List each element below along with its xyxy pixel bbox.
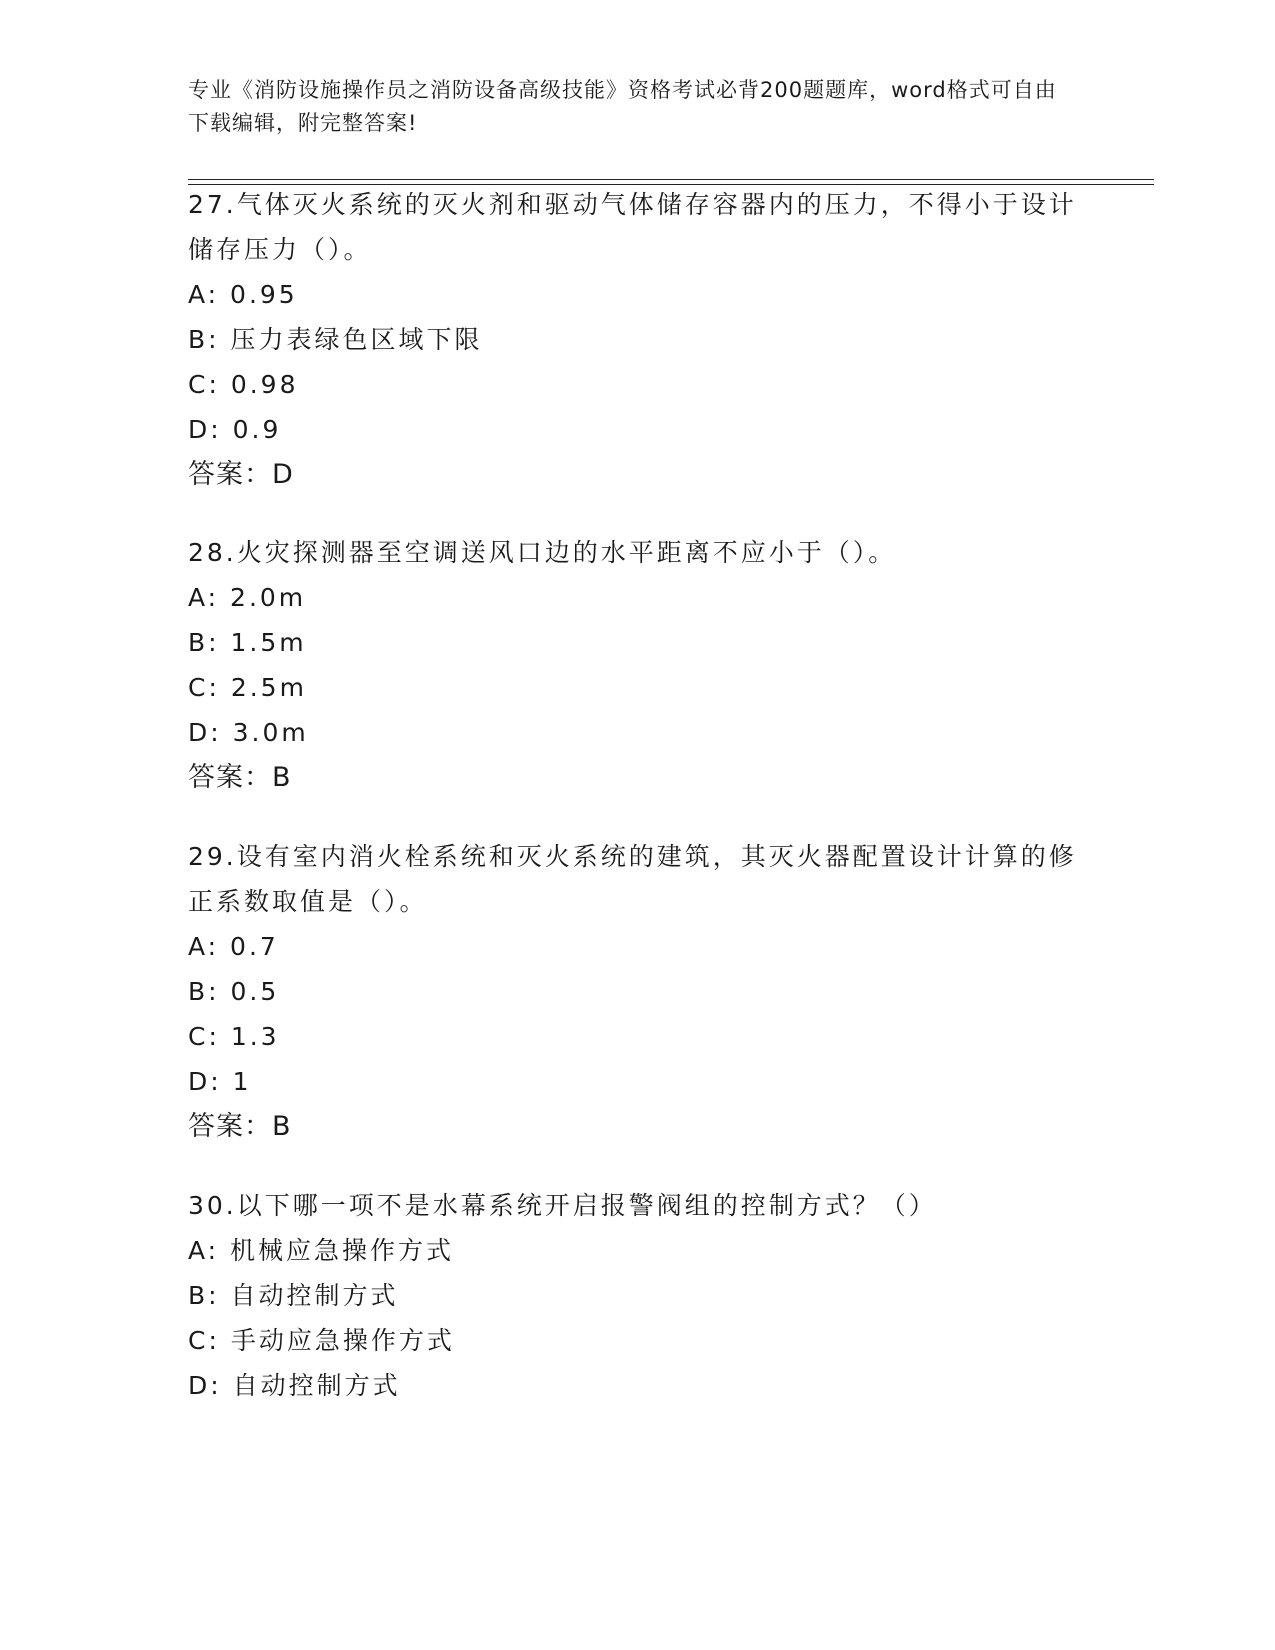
question-stem: 27.气体灭火系统的灭火剂和驱动气体储存容器内的压力，不得小于设计储存压力（）。 bbox=[188, 190, 1077, 264]
option-a: A: 0.95 bbox=[188, 280, 298, 309]
option-a: A: 2.0m bbox=[188, 583, 307, 612]
header-divider-top bbox=[188, 179, 1154, 180]
option-d: D: 0.9 bbox=[188, 415, 282, 444]
question-28 bbox=[188, 530, 1088, 800]
option-b: B: 自动控制方式 bbox=[188, 1281, 399, 1310]
answer: 答案：B bbox=[188, 762, 292, 793]
answer: 答案：B bbox=[188, 1111, 292, 1142]
question-stem: 28.火灾探测器至空调送风口边的水平距离不应小于（）。 bbox=[188, 538, 897, 567]
header-text: 专业《消防设施操作员之消防设备高级技能》资格考试必背200题题库，word格式可自由下载编辑，附完整答案! bbox=[188, 78, 1057, 135]
option-d: D: 1 bbox=[188, 1067, 252, 1096]
document-header bbox=[188, 74, 1078, 140]
option-b: B: 1.5m bbox=[188, 628, 307, 657]
option-b: B: 压力表绿色区域下限 bbox=[188, 325, 483, 354]
question-stem: 29.设有室内消火栓系统和灭火系统的建筑，其灭火器配置设计计算的修正系数取值是（）。 bbox=[188, 842, 1077, 916]
option-d: D: 3.0m bbox=[188, 718, 309, 747]
question-27 bbox=[188, 182, 1088, 497]
question-stem: 30.以下哪一项不是水幕系统开启报警阀组的控制方式？（） bbox=[188, 1191, 937, 1220]
question-29 bbox=[188, 834, 1088, 1149]
option-a: A: 机械应急操作方式 bbox=[188, 1236, 455, 1265]
option-c: C: 2.5m bbox=[188, 673, 307, 702]
question-30 bbox=[188, 1183, 1088, 1408]
option-a: A: 0.7 bbox=[188, 932, 279, 961]
option-d: D: 自动控制方式 bbox=[188, 1371, 401, 1400]
option-c: C: 1.3 bbox=[188, 1022, 280, 1051]
option-c: C: 0.98 bbox=[188, 370, 299, 399]
option-c: C: 手动应急操作方式 bbox=[188, 1326, 455, 1355]
option-b: B: 0.5 bbox=[188, 977, 280, 1006]
answer: 答案：D bbox=[188, 459, 294, 490]
